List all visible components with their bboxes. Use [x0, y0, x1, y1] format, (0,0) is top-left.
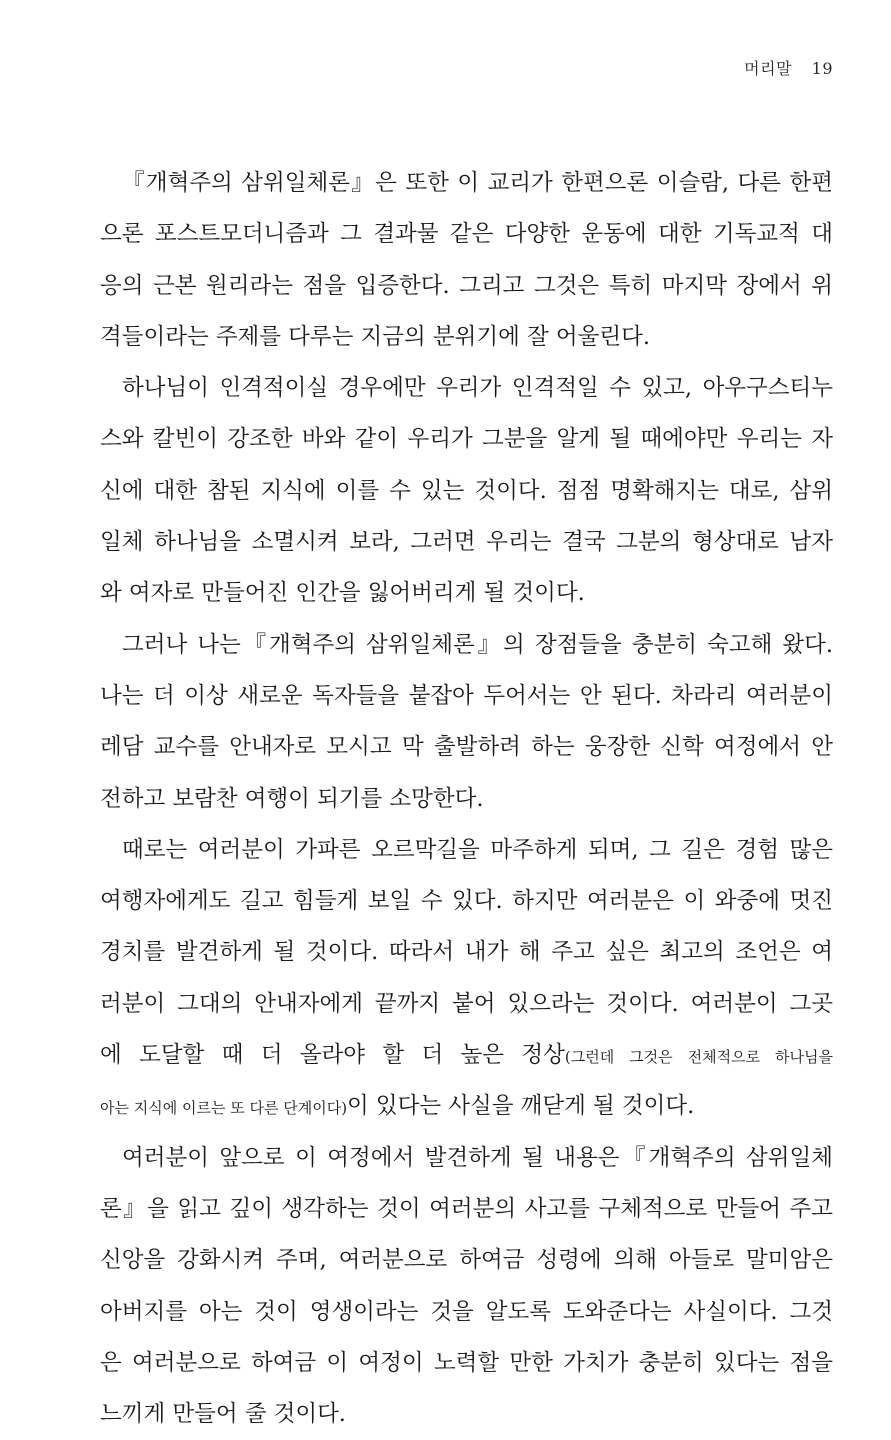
- line-text: 신앙을 강화시켜 주며, 여러분으로 하여금 성령에 의해 아들로 말미암은: [100, 1247, 833, 1274]
- line-text: 으론 포스트모더니즘과 그 결과물 같은 다양한 운동에 대한 기독교적 대: [100, 221, 833, 248]
- line-text: 『개혁주의 삼위일체론』은 또한 이 교리가 한편으론 이슬람, 다른 한편: [122, 170, 833, 196]
- line-text: 전하고 보람찬 여행이 되기를 소망한다.: [100, 785, 484, 812]
- text-line: [100, 312, 833, 363]
- text-line: [100, 158, 833, 209]
- line-text: 론』을 읽고 깊이 생각하는 것이 여러분의 사고를 구체적으로 만들어 주고: [100, 1195, 833, 1222]
- text-line: [100, 209, 833, 260]
- line-text: 일체 하나님을 소멸시켜 보라, 그러면 우리는 결국 그분의 형상대로 남자: [100, 529, 833, 556]
- text-line: [100, 722, 833, 773]
- text-line: [100, 261, 833, 312]
- text-line: [100, 466, 833, 517]
- line-text: 하나님이 인격적이실 경우에만 우리가 인격적일 수 있고, 아우구스티누: [122, 375, 833, 402]
- text-line: [100, 876, 833, 927]
- body-text: [100, 158, 833, 1440]
- line-text: 느끼게 만들어 줄 것이다.: [100, 1401, 346, 1428]
- text-line: [100, 671, 833, 722]
- line-text: 그러나 나는『개혁주의 삼위일체론』의 장점들을 충분히 숙고해 왔다.: [122, 631, 833, 658]
- text-line: [100, 927, 833, 978]
- text-line: [100, 1235, 833, 1286]
- line-text: 여러분이 앞으로 이 여정에서 발견하게 될 내용은『개혁주의 삼위일체: [122, 1144, 833, 1171]
- text-line: [100, 1389, 833, 1440]
- line-text: 러분이 그대의 안내자에게 끝까지 붙어 있으라는 것이다. 여러분이 그곳: [100, 990, 833, 1017]
- parenthetical-text: (그런데 그것은 전체적으로 하나님을: [564, 1048, 833, 1067]
- line-text: 아버지를 아는 것이 영생이라는 것을 알도록 도와준다는 사실이다. 그것: [100, 1298, 833, 1325]
- line-text: 응의 근본 원리라는 점을 입증한다. 그리고 그것은 특히 마지막 장에서 위: [100, 272, 833, 299]
- text-line: [100, 825, 833, 876]
- page-number: 19: [811, 59, 833, 78]
- line-text: 나는 더 이상 새로운 독자들을 붙잡아 두어서는 안 된다. 차라리 여러분이: [100, 682, 833, 709]
- line-text: 은 여러분으로 하여금 이 여정이 노력할 만한 가치가 충분히 있다는 점을: [100, 1349, 833, 1376]
- text-line: [100, 1081, 833, 1132]
- running-head: [744, 56, 833, 79]
- text-line: [100, 363, 833, 414]
- text-line: [100, 1030, 833, 1081]
- text-line: [100, 774, 833, 825]
- line-text: 스와 칼빈이 강조한 바와 같이 우리가 그분을 알게 될 때에야만 우리는 자: [100, 426, 833, 453]
- line-text: 레담 교수를 안내자로 모시고 막 출발하려 하는 웅장한 신학 여정에서 안: [100, 734, 833, 761]
- text-line: [100, 517, 833, 568]
- line-text: 와 여자로 만들어진 인간을 잃어버리게 될 것이다.: [100, 580, 585, 607]
- text-line: [100, 1133, 833, 1184]
- text-line: [100, 1287, 833, 1338]
- line-text: 이 있다는 사실을 깨닫게 될 것이다.: [347, 1093, 695, 1120]
- running-head-title: 머리말: [744, 59, 793, 78]
- line-text: 경치를 발견하게 될 것이다. 따라서 내가 해 주고 싶은 최고의 조언은 여: [100, 939, 833, 966]
- text-line: [100, 1184, 833, 1235]
- line-text: 신에 대한 참된 지식에 이를 수 있는 것이다. 점점 명확해지는 대로, 삼위: [100, 477, 833, 504]
- text-line: [100, 979, 833, 1030]
- text-line: [100, 414, 833, 465]
- text-line: [100, 1338, 833, 1389]
- line-text: 여행자에게도 길고 힘들게 보일 수 있다. 하지만 여러분은 이 와중에 멋진: [100, 888, 833, 915]
- text-line: [100, 568, 833, 619]
- line-text: 격들이라는 주제를 다루는 지금의 분위기에 잘 어울린다.: [100, 323, 650, 350]
- line-text: 에 도달할 때 더 올라야 할 더 높은 정상: [100, 1042, 565, 1069]
- line-text: 때로는 여러분이 가파른 오르막길을 마주하게 되며, 그 길은 경험 많은: [122, 836, 833, 863]
- text-line: [100, 620, 833, 671]
- parenthetical-text: 아는 지식에 이르는 또 다른 단계이다): [100, 1099, 348, 1118]
